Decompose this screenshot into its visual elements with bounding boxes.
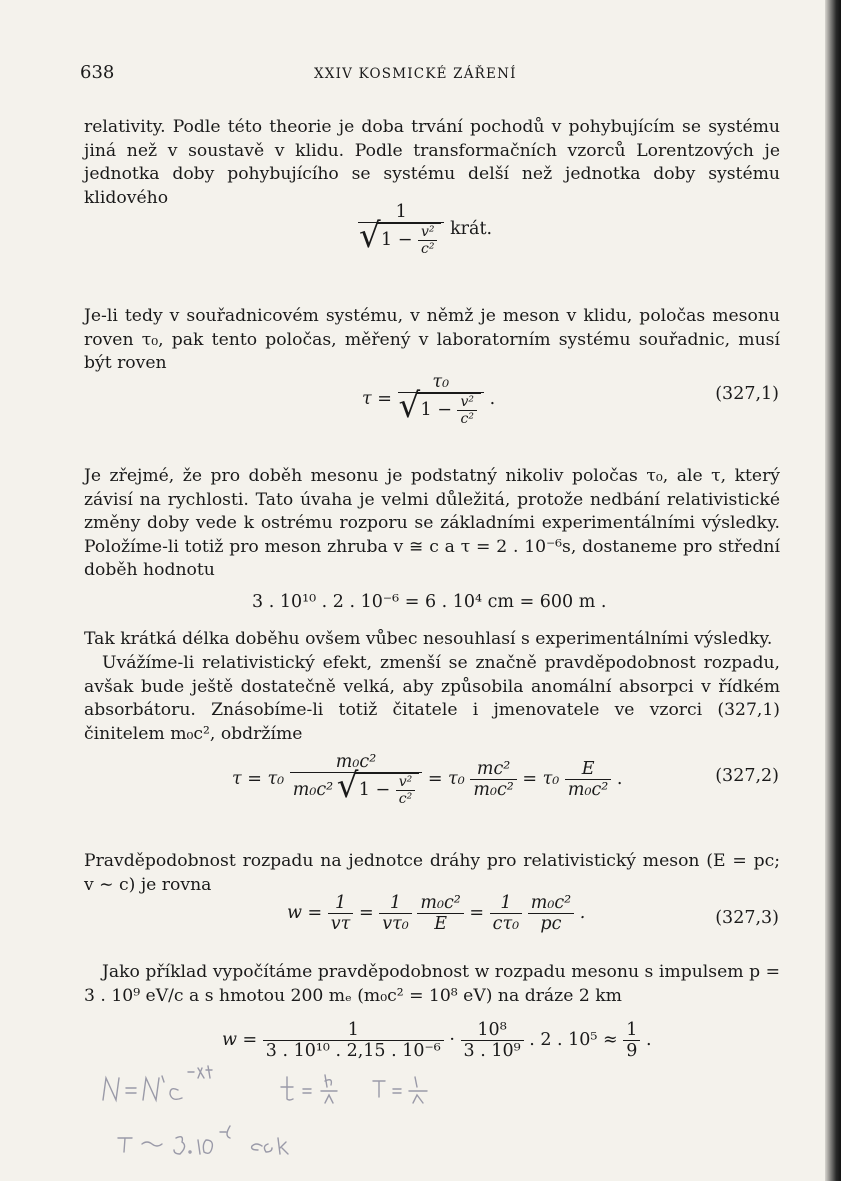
equation-mean-range: 3 . 10¹⁰ . 2 . 10⁻⁶ = 6 . 10⁴ cm = 600 m .	[252, 592, 607, 612]
equation-numeric-example: w = $\frac{1}{\text{3 . 10¹⁰ . 2,15 . 10⁻⁶}}$ · $\frac{\text{10⁸}}{\text{3 . 10⁹}}$ . 2 . 10⁵ ≈ $\frac{1}{9}$ .	[222, 1020, 652, 1061]
equation-lorentz-factor	[358, 202, 492, 257]
equation-327-3: w = $\frac{1}{v\tau}$ = $\frac{1}{\text{vτ₀}}$ $\frac{\text{m₀c²}}{E}$ = $\frac{1}{\text{cτ₀}}$ $\frac{\text{m₀c²}}{pc}$ .	[287, 893, 586, 934]
paragraph-6: Pravděpodobnost rozpadu na jednotce dráhy pro relativistický meson (E = pc; v ∼ c) je rovna	[84, 851, 780, 895]
paragraph-5: Uvážíme-li relativistický efekt, zmenší se značně pravděpodobnost rozpadu, avšak bude ještě dostatečně velká, aby způsobila anomální absorpci v řídkém absorbátoru. Znásobíme-li totiž čitatele i jmenovatele ve vzorci (327,1) činitelem m₀c², obdržíme	[84, 653, 780, 744]
equation-suffix: krát.	[450, 219, 493, 239]
equation-number-327-2: (327,2)	[715, 766, 779, 786]
paragraph-7: Jako příklad vypočítáme pravděpodobnost w rozpadu mesonu s impulsem p = 3 . 10⁹ eV/c a s hmotou 200 mₑ (m₀c² = 10⁸ eV) na dráze 2 km	[84, 962, 780, 1006]
equation-327-1: τ = τ₀ √ 1 − $\frac{\text{v²}}{\text{c²}}$ .	[362, 372, 495, 427]
sqrt: √ 1 − $\frac{\text{v²}}{\text{c²}}$	[377, 223, 441, 257]
page-number: 638	[80, 62, 115, 83]
fraction: 1 √ 1 − $\frac{\text{v²}}{\text{c²}}$	[358, 202, 444, 257]
equation-number-327-1: (327,1)	[715, 384, 779, 404]
equation-number-327-3: (327,3)	[715, 908, 779, 928]
paragraph-4: Tak krátká délka doběhu ovšem vůbec nesouhlasí s experimentálními výsledky.	[84, 629, 773, 649]
equation-327-2: τ = τ₀ m₀c² m₀c² √ 1 − $\frac{\text{v²}}{\text{c²}}$ = τ₀ $\frac{\text{mc²}}{\text{m₀c²}}$ = τ₀ $\frac{E}{\text{m₀c²}}$ .	[232, 752, 622, 807]
paragraph-2: Je-li tedy v souřadnicovém systému, v němž je meson v klidu, poločas mesonu roven τ₀, pak tento poločas, měřený v laboratorním systému souřadnic, musí být roven	[84, 306, 780, 373]
handwritten-notes-drawing-2	[277, 1069, 457, 1109]
page-binding-edge	[825, 0, 841, 1181]
paragraph-3: Je zřejmé, že pro doběh mesonu je podstatný nikoliv poločas τ₀, ale τ, který závisí na rychlosti. Tato úvaha je velmi důležitá, protože nedbání relativistické změny doby vede k ostrému rozporu se základními experimentálními výsledky. Položíme-li totiž pro meson zhruba v ≅ c a τ = 2 . 10⁻⁶s, dostaneme pro střední doběh hodnotu	[84, 466, 780, 580]
running-head: XXIV KOSMICKÉ ZÁŘENÍ	[314, 66, 517, 82]
page-header	[80, 62, 780, 86]
paragraph-1: relativity. Podle této theorie je doba trvání pochodů v pohybujícím se systému jiná než v soustavě v klidu. Podle transformačních vzorců Lorentzových je jednotka doby pohybujícího se systému delší než jednotka doby systému klidového	[84, 117, 780, 208]
